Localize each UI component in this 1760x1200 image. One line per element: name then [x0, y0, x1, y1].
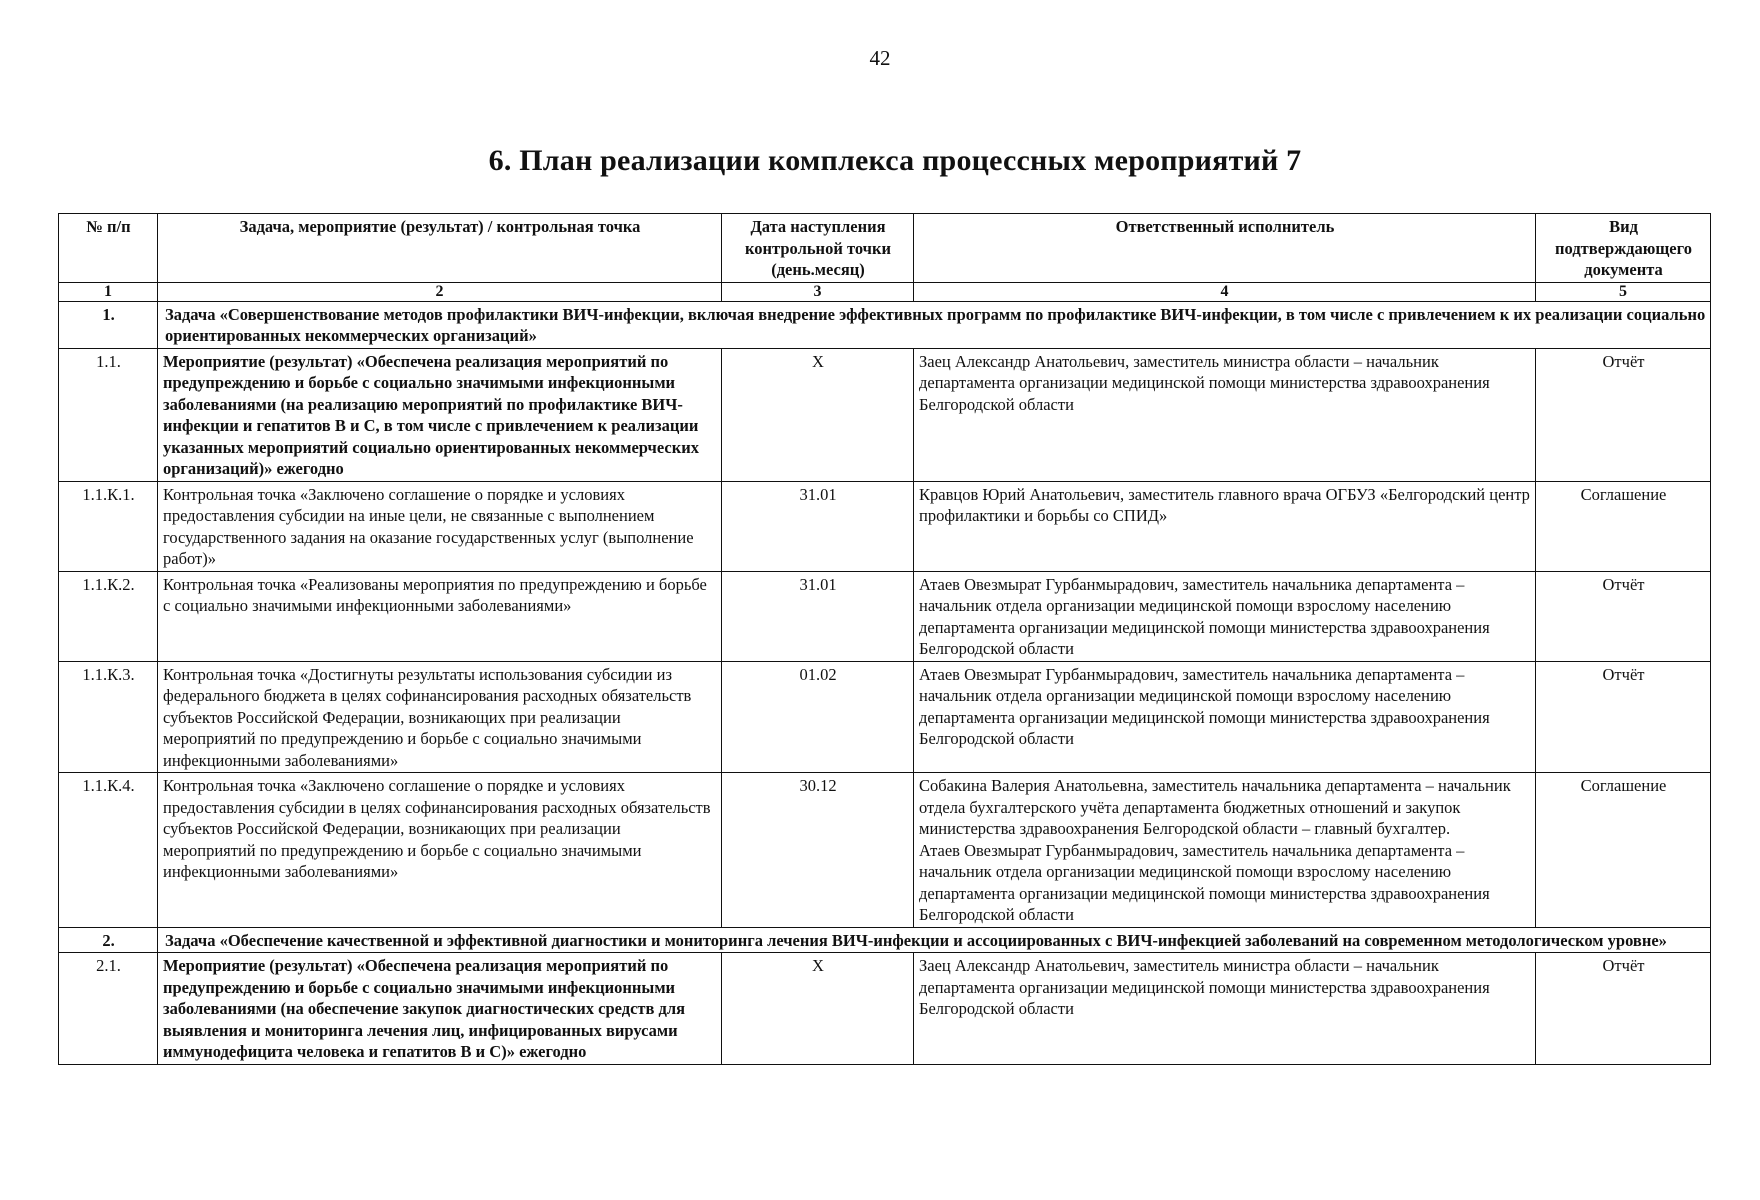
- document-type: Соглашение: [1536, 481, 1711, 571]
- column-number: 3: [722, 282, 914, 301]
- measure-row: [59, 348, 1711, 481]
- document-type: Отчёт: [1536, 348, 1711, 481]
- responsible-person: Атаев Овезмырат Гурбанмырадович, заместитель начальника департамента – начальник отдела организации медицинской помощи взрослому населению департамента организации медицинской помощи министерства здравоохранения Белгородской области: [914, 661, 1536, 773]
- page-number: 42: [869, 46, 891, 70]
- responsible-person: Заец Александр Анатольевич, заместитель министра области – начальник департамента организации медицинской помощи министерства здравоохранения Белгородской области: [914, 348, 1536, 481]
- measure-text: Мероприятие (результат) «Обеспечена реализация мероприятий по предупреждению и борьбе с социально значимыми инфекционными заболеваниями (на обеспечение закупок диагностических средств для выявления и мониторинга лечения лиц, инфицированных вирусами иммунодефицита человека и гепатитов В и С)» ежегодно: [158, 953, 722, 1065]
- control-date: X: [722, 348, 914, 481]
- control-point-row: [59, 661, 1711, 773]
- column-number-row: [59, 282, 1711, 301]
- header-responsible: Ответственный исполнитель: [914, 214, 1536, 283]
- responsible-person: Собакина Валерия Анатольевна, заместитель начальника департамента – начальник отдела бухгалтерского учёта департамента бюджетных отношений и закупок министерства здравоохранения Белгородской области – главный бухгалтер.: [919, 776, 1511, 838]
- control-point-row: [59, 481, 1711, 571]
- control-point-text: Контрольная точка «Заключено соглашение о порядке и условиях предоставления субсидии в целях софинансирования расходных обязательств субъектов Российской Федерации, возникающих при реализации мероприятий по предупреждению и борьбе с социально значимыми инфекционными заболеваниями»: [158, 773, 722, 928]
- responsible-person: Заец Александр Анатольевич, заместитель министра области – начальник департамента организации медицинской помощи министерства здравоохранения Белгородской области: [914, 953, 1536, 1065]
- row-number: 1.1.К.2.: [59, 571, 158, 661]
- task-row: [59, 301, 1711, 348]
- row-number: 2.: [59, 927, 158, 953]
- row-number: 1.1.К.3.: [59, 661, 158, 773]
- row-number: 1.: [59, 301, 158, 348]
- column-number: 1: [59, 282, 158, 301]
- control-point-row: [59, 571, 1711, 661]
- task-row: [59, 927, 1711, 953]
- column-number: 2: [158, 282, 722, 301]
- control-date: 30.12: [722, 773, 914, 928]
- header-num: № п/п: [59, 214, 158, 283]
- responsible-person: Атаев Овезмырат Гурбанмырадович, заместитель начальника департамента – начальник отдела организации медицинской помощи взрослому населению департамента организации медицинской помощи министерства здравоохранения Белгородской области: [914, 571, 1536, 661]
- page-title: 6. План реализации комплекса процессных мероприятий 7: [488, 144, 1302, 177]
- header-task: Задача, мероприятие (результат) / контрольная точка: [158, 214, 722, 283]
- control-point-text: Контрольная точка «Заключено соглашение о порядке и условиях предоставления субсидии на иные цели, не связанные с выполнением государственного задания на оказание государственных услуг (выполнение работ)»: [158, 481, 722, 571]
- responsible-person: Атаев Овезмырат Гурбанмырадович, заместитель начальника департамента – начальник отдела организации медицинской помощи взрослому населению департамента организации медицинской помощи министерства здравоохранения Белгородской области: [919, 840, 1490, 924]
- document-type: Отчёт: [1536, 661, 1711, 773]
- document-type: Отчёт: [1536, 953, 1711, 1065]
- measure-text: Мероприятие (результат) «Обеспечена реализация мероприятий по предупреждению и борьбе с социально значимыми инфекционными заболеваниями (на реализацию мероприятий по профилактике ВИЧ-инфекции и гепатитов В и С, в том числе с привлечением к реализации указанных мероприятий социально ориентированных некоммерческих организаций)» ежегодно: [158, 348, 722, 481]
- responsible-persons: [914, 773, 1536, 928]
- document-type: Отчёт: [1536, 571, 1711, 661]
- task-text: Задача «Обеспечение качественной и эффективной диагностики и мониторинга лечения ВИЧ-инфекции и ассоциированных с ВИЧ-инфекцией заболеваний на современном методологическом уровне»: [158, 927, 1711, 953]
- row-number: 1.1.К.1.: [59, 481, 158, 571]
- task-text: Задача «Совершенствование методов профилактики ВИЧ-инфекции, включая внедрение эффективных программ по профилактике ВИЧ-инфекции, в том числе с привлечением к их реализации социально ориентированных некоммерческих организаций»: [158, 301, 1711, 348]
- row-number: 2.1.: [59, 953, 158, 1065]
- responsible-person: Кравцов Юрий Анатольевич, заместитель главного врача ОГБУЗ «Белгородский центр профилактики и борьбы со СПИД»: [914, 481, 1536, 571]
- control-date: X: [722, 953, 914, 1065]
- table-header-row: [59, 214, 1711, 283]
- column-number: 4: [914, 282, 1536, 301]
- column-number: 5: [1536, 282, 1711, 301]
- header-date: Дата наступления контрольной точки (день.месяц): [722, 214, 914, 283]
- plan-table: [58, 213, 1711, 1065]
- control-point-text: Контрольная точка «Реализованы мероприятия по предупреждению и борьбе с социально значимыми инфекционными заболеваниями»: [158, 571, 722, 661]
- row-number: 1.1.К.4.: [59, 773, 158, 928]
- control-date: 31.01: [722, 571, 914, 661]
- control-point-text: Контрольная точка «Достигнуты результаты использования субсидии из федерального бюджета в целях софинансирования расходных обязательств субъектов Российской Федерации, возникающих при реализации мероприятий по предупреждению и борьбе с социально значимыми инфекционными заболеваниями»: [158, 661, 722, 773]
- measure-row: [59, 953, 1711, 1065]
- control-date: 31.01: [722, 481, 914, 571]
- control-date: 01.02: [722, 661, 914, 773]
- row-number: 1.1.: [59, 348, 158, 481]
- document-type: Соглашение: [1536, 773, 1711, 928]
- header-doc: Вид подтверждающего документа: [1536, 214, 1711, 283]
- control-point-row: [59, 773, 1711, 928]
